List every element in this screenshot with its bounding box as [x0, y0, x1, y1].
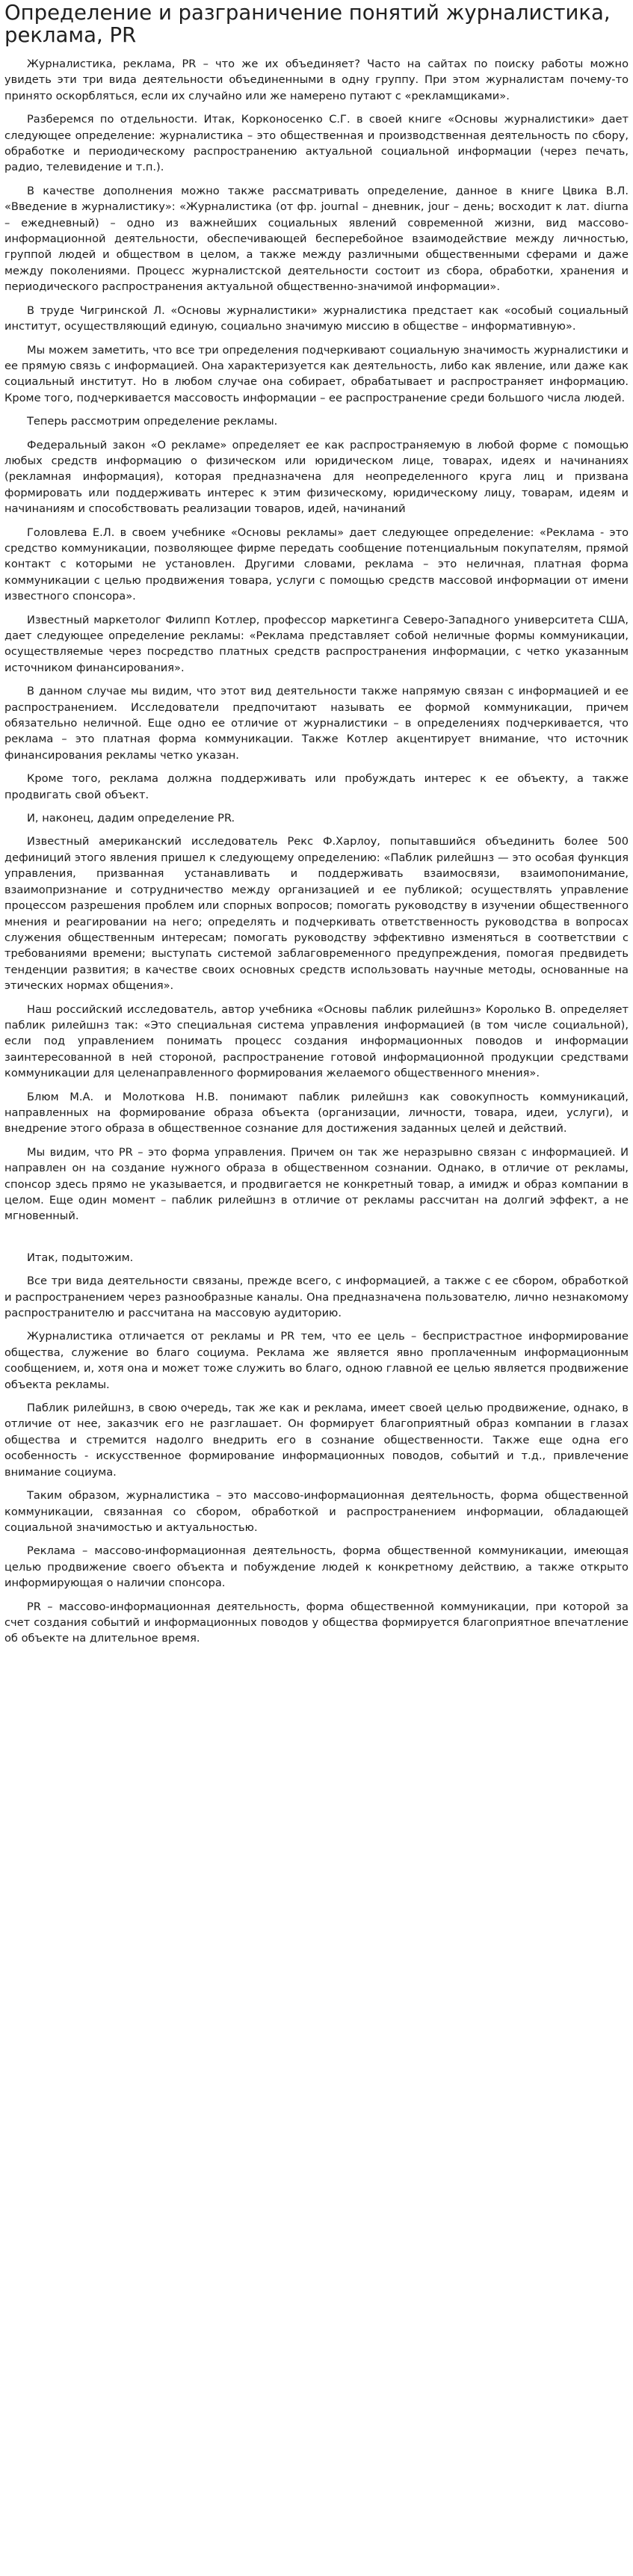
paragraph: Головлева Е.Л. в своем учебнике «Основы рекламы» дает следующее определение: «Реклама - это средство коммуникации, позволяющее фирме передать сообщение потенциальным покупателям, прямой контакт с которыми не установлен. Другими словами, реклама – это неличная, платная форма коммуникации с целью продвижения товара, услуги с помощью средств массовой информации от имени известного спонсора». [4, 526, 629, 603]
paragraph: Итак, подытожим. [27, 1251, 134, 1264]
paragraph: Паблик рилейшнз, в свою очередь, так же как и реклама, имеет своей целью продвижение, однако, в отличие от нее, заказчик его не разглашает. Он формирует благоприятный образ компании в глазах общества и стремится надолго внедрить его в сознание общественности. Также еще одна его особенность - искусственное формирование информационных поводов, событий и т.д., привлечение внимание социума. [4, 1402, 629, 1479]
paragraph: PR – массово-информационная деятельность, форма общественной коммуникации, при которой за счет создания событий и информационных поводов у общества формируется благоприятное впечатление об объекте на длительное время. [4, 1600, 629, 1645]
paragraph: Разберемся по отдельности. Итак, Корконосенко С.Г. в своей книге «Основы журналистики» дает следующее определение: журналистика – это общественная и производственная деятельность по сбору, обработке и периодическому распространению актуальной социальной информации (через печать, радио, телевидение и т.п.). [4, 113, 629, 174]
paragraph: И, наконец, дадим определение PR. [27, 812, 235, 825]
paragraph: В качестве дополнения можно также рассматривать определение, данное в книге Цвика В.Л. «Введение в журналистику»: «Журналистика (от фр. journal – дневник, jour – день; восходит к лат. diurna – ежедневный) – одно из важнейших социальных явлений современной жизни, вид массово-информационной деятельности, обеспечивающей бесперебойное взаимодействие между личностью, группой людей и обществом в целом, а также между различными общественными сферами и даже между поколениями. Процесс журналистской деятельности состоит из сбора, обработки, хранения и периодического распространения актуальной общественно-значимой информации». [4, 184, 629, 294]
paragraph: Наш российский исследователь, автор учебника «Основы паблик рилейшнз» Королько В. определяет паблик рилейшнз так: «Это специальная система управления информацией (в том числе социальной), если под управлением понимать процесс создания информационных поводов и информации заинтересованной в ней стороной, распространение готовой информационной продукции средствами коммуникации для целенаправленного формирования желаемого общественного мнения». [4, 1002, 629, 1080]
paragraph: Кроме того, реклама должна поддерживать или пробуждать интерес к ее объекту, а также продвигать свой объект. [4, 772, 629, 801]
paragraph: Журналистика отличается от рекламы и PR тем, что ее цель – беспристрастное информирование общества, служение во благо социума. Реклама же является явно проплаченным информационным сообщением, и, хотя она и может тоже служить во благо, одною главной ее целью является продвижение объекта рекламы. [4, 1330, 629, 1391]
paragraph: Блюм М.А. и Молоткова Н.В. понимают паблик рилейшнз как совокупность коммуникаций, направленных на формирование образа объекта (организации, личности, товара, идеи, услуги), и внедрение этого образа в общественное сознание для достижения заданных целей и действий. [4, 1090, 629, 1136]
paragraph: Реклама – массово-информационная деятельность, форма общественной коммуникации, имеющая целью продвижение своего объекта и побуждение людей к конкретному действию, а также открыто информирующая о наличии спонсора. [4, 1544, 629, 1590]
paragraph: Все три вида деятельности связаны, прежде всего, с информацией, а также с ее сбором, обработкой и распространением через разнообразные каналы. Она предназначена пользователю, лично незнакомому распространителю и рассчитана на массовую аудиторию. [4, 1275, 629, 1320]
paragraph: Федеральный закон «О рекламе» определяет ее как распространяемую в любой форме с помощью любых средств информацию о физическом или юридическом лице, товарах, идеях и начинаниях (рекламная информация), которая предназначена для неопределенного круга лиц и призвана формировать или поддерживать интерес к этим физическому, юридическому лицу, товарам, идеям и начинаниям и способствовать реализации товаров, идей, начинаний [4, 438, 629, 516]
paragraph: Таким образом, журналистика – это массово-информационная деятельность, форма общественной коммуникации, связанная со сбором, обработкой и распространением информации, обладающей социальной значимостью и актуальностью. [4, 1489, 629, 1534]
paragraph: Журналистика, реклама, PR – что же их объединяет? Часто на сайтах по поиску работы можно увидеть эти три вида деятельности объединенными в одну группу. При этом журналистам почему-то принято оскорбляться, если их случайно или же намерено путают с «рекламщиками». [4, 58, 629, 102]
paragraph: Мы можем заметить, что все три определения подчеркивают социальную значимость журналистики и ее прямую связь с информацией. Она характеризуется как деятельность, либо как явление, или даже как социальный институт. Но в любом случае она собирает, обрабатывает и распространяет информацию. Кроме того, подчеркивается массовость информации – ее распространение среди большого числа людей. [4, 343, 629, 404]
paragraph: Известный американский исследователь Рекс Ф.Харлоу, попытавшийся объединить более 500 дефиниций этого явления пришел к следующему определению: «Паблик рилейшнз — это особая функция управления, призванная устанавливать и поддерживать взаимосвязи, взаимопонимание, взаимопризнание и сотрудничество между организацией и ее публикой; осуществлять управление процессом разрешения проблем или спорных вопросов; помогать руководству в изучении общественного мнения и реагировании на него; определять и подчеркивать ответственность руководства в вопросах служения общественным интересам; помогать руководству эффективно изменяться в соответствии с требованиями времени; выступать системой заблаговременного предупреждения, помогая предвидеть тенденции развития; в качестве своих основных средств использовать научные методы, основанные на этических нормах общения». [4, 835, 629, 993]
paragraph: Известный маркетолог Филипп Котлер, профессор маркетинга Северо-Западного университета США, дает следующее определение рекламы: «Реклама представляет собой неличные формы коммуникации, осуществляемые через посредство платных средств распространения информации, с четко указанным источником финансирования». [4, 613, 629, 674]
page-title: Определение и разграничение понятий журналистика, реклама, PR [4, 1, 611, 47]
paragraph: Мы видим, что PR – это форма управления. Причем он так же неразрывно связан с информацией. И направлен он на создание нужного образа в общественном сознании. Однако, в отличие от рекламы, спонсор здесь прямо не указывается, и продвигается не конкретный товар, а имидж и образ компании в целом. Еще один момент – паблик рилейшнз в отличие от рекламы рассчитан на долгий эффект, а не мгновенный. [4, 1145, 629, 1223]
paragraph: В труде Чигринской Л. «Основы журналистики» журналистика предстает как «особый социальный институт, осуществляющий единую, социально значимую миссию в обществе – информативную». [4, 303, 629, 333]
paragraph: Теперь рассмотрим определение рекламы. [27, 415, 278, 428]
article-body [4, 56, 629, 1647]
paragraph: В данном случае мы видим, что этот вид деятельности также напрямую связан с информацией и ее распространением. Исследователи предпочитают называть ее формой коммуникации, причем обязательно неличной. Еще одно ее отличие от журналистики – в определениях подчеркивается, что реклама – это платная форма коммуникации. Также Котлер акцентирует внимание, что источник финансирования рекламы четко указан. [4, 685, 629, 762]
